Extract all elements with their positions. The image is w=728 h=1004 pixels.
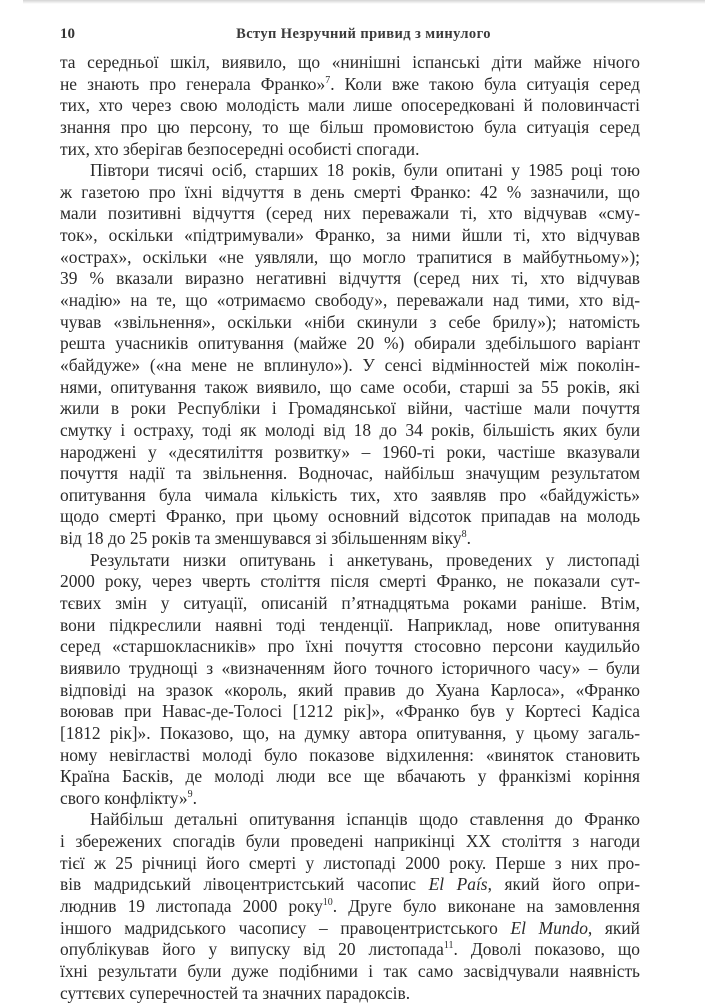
page-number: 10: [60, 26, 75, 42]
text-line: Результати низки опитувань і анкетувань, проведених у листопаді: [90, 549, 640, 570]
text-line: серед «старшокласників» про їхні почуття стосовно персони каудильйо: [60, 636, 640, 657]
text-line: народжені у «десятиліття розвитку» – 1960-ті роки, частіше вказували: [60, 441, 640, 462]
text-line: їхні результати були дуже подібними і так само засвідчували наявність: [60, 960, 640, 981]
text-line: та середньої шкіл, виявило, що «нинішні іспанські діти майже нічого: [60, 52, 640, 72]
italic-title: El Mundo: [510, 917, 588, 938]
text-line: тєвих змін у ситуації, описаній п’ятнадцятьма роками раніше. Втім,: [60, 593, 640, 614]
text-line: свого конфлікту»$^9$.: [60, 787, 197, 808]
italic-title: El País: [428, 874, 488, 895]
text-line: [1812 рік]». Показово, що, на думку автора опитування, у цьому загаль-: [60, 722, 640, 743]
footnote-reference: 8: [461, 529, 467, 541]
text-line: ток», оскільки «підтримували» Франко, за ними йшли ті, хто відчував: [60, 225, 640, 246]
text-line: опублікував його у випуску від 20 листопада$^{11}$. Доволі показово, що: [60, 939, 640, 960]
footnote-reference: 10: [322, 896, 333, 908]
paragraph: [60, 160, 640, 550]
text-line: воював при Навас-де-Толосі [1212 рік]», «Франко був у Кортесі Кадіса: [60, 701, 640, 722]
text-line: люднив 19 листопада 2000 року$^{10}$. Друге було виконане на замовлення: [60, 895, 640, 916]
text-line: Найбільш детальні опитування іспанців щодо ставлення до Франко: [90, 809, 640, 830]
text-line: смутку і остраху, тоді як молоді від 18 до 34 років, більшість яких були: [60, 419, 640, 440]
text-line: 39 % вказали виразно негативні відчуття (серед них ті, хто відчував: [60, 268, 640, 289]
text-line: чував «звільнення», оскільки «ніби скинули з себе брилу»); натомість: [60, 311, 640, 332]
running-title: Вступ Незручний привид з минулого: [236, 26, 491, 42]
paragraph: [60, 550, 640, 810]
text-line: і збережених спогадів були проведені наприкінці XX століття з нагоди: [60, 831, 640, 852]
text-line: щодо смерті Франко, при цьому основний відсоток припадав на молодь: [60, 506, 640, 527]
text-line: знання про цю персону, то ще більш промовистою була ситуація серед: [60, 116, 640, 137]
text-line: Країна Басків, де молоді люди все ще вбачають у франкізмі коріння: [60, 766, 640, 787]
text-line: не знають про генерала Франко»$^7$. Коли вже такою була ситуація серед: [60, 73, 640, 94]
body-text: [60, 52, 640, 1004]
footnote-reference: 11: [443, 940, 454, 952]
text-line: нями, опитування також виявило, що саме особи, старші за 55 років, які: [60, 376, 640, 397]
text-line: відповіді на зразок «король, який правив до Хуана Карлоса», «Франко: [60, 679, 640, 700]
text-line: виявило труднощі з «визначенням його точного історичного часу» – були: [60, 657, 640, 678]
text-line: почуття надії та звільнення. Водночас, найбільш значущим результатом: [60, 463, 640, 484]
running-head: [60, 24, 667, 44]
text-line: іншого мадридського часопису – правоцентристського El Mundo, який: [60, 917, 640, 938]
text-line: решта учасників опитування (майже 20 %) обирали здебільшого варіант: [60, 333, 640, 354]
text-line: від 18 до 25 років та зменшувався зі збільшенням віку$^8$.: [60, 528, 471, 549]
text-line: «байдуже» («на мене не вплинуло»). У сенсі відмінностей між поколін-: [60, 354, 640, 375]
text-line: «надію» на те, що «отримаємо свободу», переважали над тими, хто від-: [60, 290, 640, 311]
text-line: суттєвих суперечностей та значних парадоксів.: [60, 982, 411, 1003]
text-line: тих, хто зберігав безпосередні особисті спогади.: [60, 138, 420, 159]
paragraph: [60, 52, 640, 160]
text-line: мали позитивні відчуття (серед них переважали ті, хто відчував «сму-: [60, 203, 640, 224]
paragraph: [60, 809, 640, 1004]
text-line: «острах», оскільки «не уявляли, що могло трапитися в майбутньому»);: [60, 246, 640, 267]
text-line: тієї ж 25 річниці його смерті у листопаді 2000 року. Перше з них про-: [60, 852, 640, 873]
text-line: тих, хто через свою молодість мали лише опосередковані й половинчасті: [60, 95, 640, 116]
text-line: жили в роки Республіки і Громадянської війни, частіше мали почуття: [60, 398, 640, 419]
footnote-reference: 9: [187, 788, 193, 800]
footnote-reference: 7: [325, 74, 331, 86]
text-line: ж газетою про їхні відчуття в день смерті Франко: 42 % зазначили, що: [60, 181, 640, 202]
text-line: ному невігластві молоді було показове відхилення: «виняток становить: [60, 744, 640, 765]
text-line: вів мадридський лівоцентристський часопис El País, який його опри-: [60, 874, 640, 895]
text-line: 2000 року, через чверть століття після смерті Франко, не показали сут-: [60, 571, 640, 592]
text-line: вони підкреслили наявні тоді тенденції. Наприклад, нове опитування: [60, 614, 640, 635]
text-line: Півтори тисячі осіб, старших 18 років, були опитані у 1985 році тою: [90, 160, 640, 181]
text-line: опитування була чимала кількість тих, хто заявляв про «байдужість»: [60, 484, 640, 505]
